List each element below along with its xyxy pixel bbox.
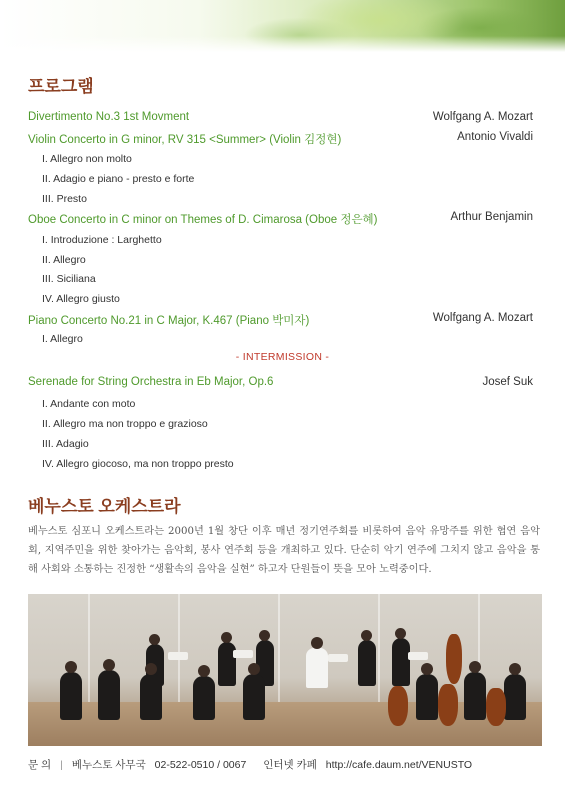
work-title: Serenade for String Orchestra in Eb Major, Op.6 <box>28 376 274 388</box>
cello <box>438 684 458 726</box>
musician <box>358 640 376 686</box>
contact-phone: 02-522-0510 / 0067 <box>154 759 247 771</box>
orchestra-description: 베누스토 심포니 오케스트라는 2000년 1월 창단 이후 매년 정기연주회를 비롯하여 음악 유망주를 위한 협연 음악회, 지역주민을 위한 찾아가는 음악회, 봉사 연주회 등을 개최하고 있다. 단순히 악기 연주에 그치지 않고 음악을 통해 사회와 소통하는 진정한 “생활속의 음악을 실현” 하고자 단원들이 뜻을 모아 노력중이다. <box>28 526 540 575</box>
conductor <box>306 648 328 688</box>
musician <box>193 676 215 720</box>
musician <box>60 672 82 720</box>
contact-office: 베누스토 사무국 <box>71 759 146 771</box>
cafe-label: 인터넷 카페 <box>263 759 317 771</box>
movement-item: I. Allegro <box>42 333 83 345</box>
movement-item: III. Adagio <box>42 438 89 450</box>
movement-item: III. Presto <box>42 193 87 205</box>
musician-head <box>65 661 77 673</box>
wall-panel <box>378 594 380 704</box>
musician-head <box>221 632 232 643</box>
wall-panel <box>278 594 280 704</box>
musician-head <box>103 659 115 671</box>
movement-item: I. Allegro non molto <box>42 153 132 165</box>
double-bass <box>446 634 462 684</box>
cello <box>486 688 506 726</box>
movement-item: II. Allegro <box>42 254 86 266</box>
musician <box>243 674 265 720</box>
movement-item: IV. Allegro giusto <box>42 293 120 305</box>
musician-head <box>361 630 372 641</box>
wall-panel <box>178 594 180 704</box>
orchestra-title: 베누스토 오케스트라 <box>28 497 181 516</box>
work-row <box>28 376 533 394</box>
work-title: Oboe Concerto in C minor on Themes of D. Cimarosa (Oboe 정은혜) <box>28 214 378 226</box>
cello <box>388 686 408 726</box>
contact-separator: | <box>60 759 63 771</box>
work-row <box>28 131 533 149</box>
work-row <box>28 211 533 229</box>
contact-label: 문 의 <box>28 759 52 771</box>
music-stand <box>328 654 348 662</box>
musician <box>464 672 486 720</box>
music-stand <box>408 652 428 660</box>
movement-item: II. Allegro ma non troppo e grazioso <box>42 418 208 430</box>
work-composer: Wolfgang A. Mozart <box>432 312 533 324</box>
work-row <box>28 111 533 129</box>
movement-item: I. Introduzione : Larghetto <box>42 234 162 246</box>
musician-head <box>509 663 521 675</box>
work-title: Piano Concerto No.21 in C Major, K.467 (Piano 박미자) <box>28 315 310 327</box>
movement-item: IV. Allegro giocoso, ma non troppo presto <box>42 458 234 470</box>
work-title: Divertimento No.3 1st Movment <box>28 111 190 123</box>
musician-head <box>395 628 406 639</box>
musician-head <box>248 663 260 675</box>
orchestra-photo <box>28 594 542 746</box>
musician-head <box>145 663 157 675</box>
work-composer: Arthur Benjamin <box>450 211 533 223</box>
work-row <box>28 312 533 330</box>
musician-head <box>421 663 433 675</box>
movement-item: I. Andante con moto <box>42 398 136 410</box>
musician <box>218 642 236 686</box>
work-composer: Josef Suk <box>482 376 533 388</box>
movement-item: III. Siciliana <box>42 273 96 285</box>
musician-head <box>469 661 481 673</box>
movement-item: II. Adagio e piano - presto e forte <box>42 173 195 185</box>
cafe-url[interactable]: http://cafe.daum.net/VENUSTO <box>325 759 473 771</box>
musician-head <box>149 634 160 645</box>
conductor-head <box>311 637 323 649</box>
work-title: Violin Concerto in G minor, RV 315 <Summer> (Violin 김정현) <box>28 134 342 146</box>
work-composer: Antonio Vivaldi <box>457 131 533 143</box>
musician <box>140 674 162 720</box>
musician <box>416 674 438 720</box>
work-composer: Wolfgang A. Mozart <box>432 111 533 123</box>
musician-head <box>259 630 270 641</box>
music-stand <box>233 650 253 658</box>
musician <box>98 670 120 720</box>
intermission-label: - INTERMISSION - <box>235 351 330 363</box>
contact-line <box>28 757 478 772</box>
music-stand <box>168 652 188 660</box>
wall-panel <box>88 594 90 704</box>
header-banner-fade <box>0 36 565 52</box>
program-title: 프로그램 <box>28 77 94 96</box>
musician-head <box>198 665 210 677</box>
musician <box>504 674 526 720</box>
musician <box>392 638 410 686</box>
